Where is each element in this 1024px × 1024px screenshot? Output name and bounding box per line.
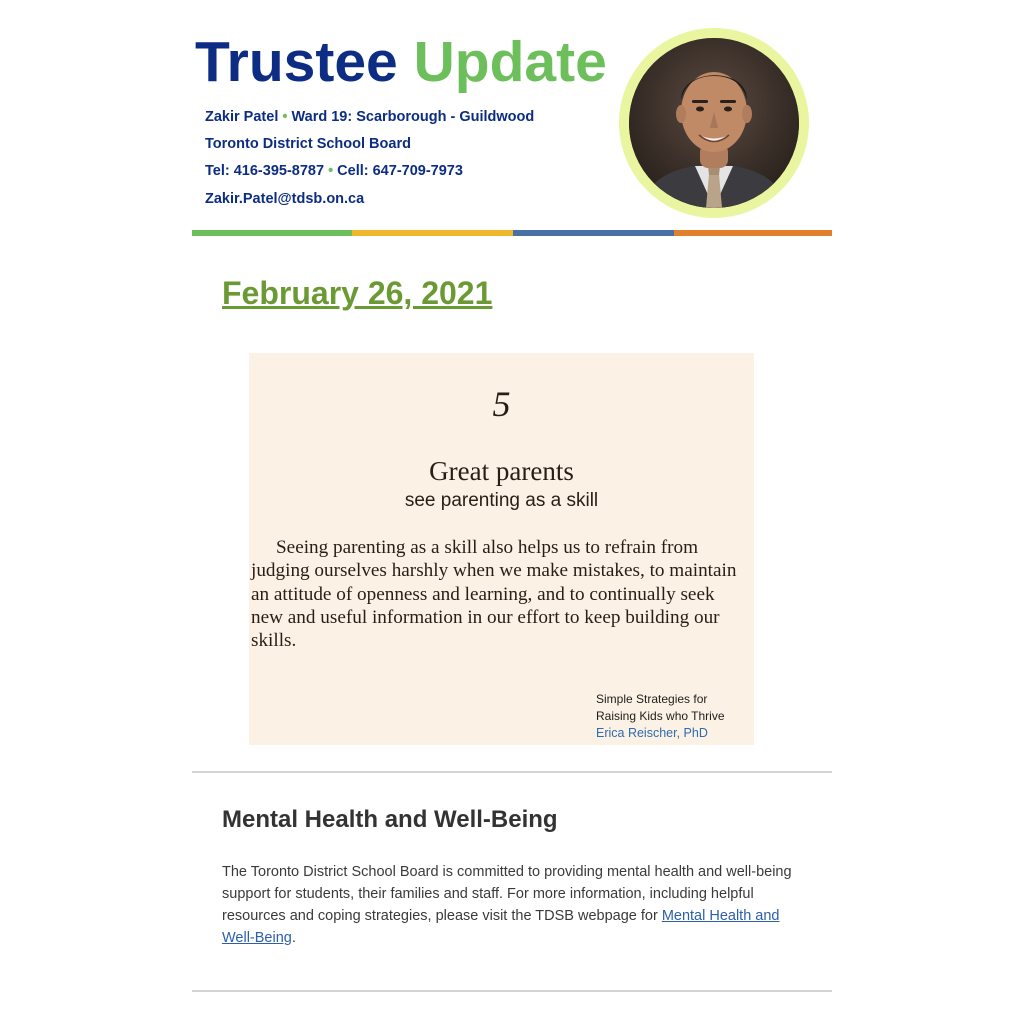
quote-number: 5 bbox=[492, 384, 511, 424]
section-divider bbox=[192, 771, 832, 773]
color-rule-blue bbox=[513, 230, 674, 236]
credit-line: Simple Strategies for bbox=[596, 692, 708, 706]
newsletter bbox=[192, 0, 832, 1024]
tel-number: Tel: 416-395-8787 bbox=[205, 163, 325, 179]
title-trustee: Trustee bbox=[195, 30, 398, 94]
trustee-portrait bbox=[629, 38, 799, 208]
credit-line: Raising Kids who Thrive bbox=[596, 709, 725, 723]
quote-line: new and useful information in our effort to keep building our bbox=[251, 606, 720, 628]
phone-line bbox=[205, 163, 463, 179]
email-address[interactable]: Zakir.Patel@tdsb.on.ca bbox=[205, 191, 365, 207]
section-text bbox=[222, 861, 807, 949]
quote-credit bbox=[596, 691, 725, 742]
quote-line: an attitude of openness and learning, and to continually seek bbox=[251, 583, 715, 605]
section-body: The Toronto District School Board is committed to providing mental health and well-being support for students, their families and staff. For more information, including helpful resources and coping strategies, please visit the TDSB webpage for bbox=[222, 864, 792, 924]
issue-date[interactable]: February 26, 2021 bbox=[222, 275, 493, 311]
quote-line: Seeing parenting as a skill also helps us to refrain from bbox=[276, 537, 699, 558]
quote-card bbox=[249, 353, 754, 745]
quote-line: skills. bbox=[251, 630, 297, 652]
portrait-illustration bbox=[629, 38, 799, 208]
section-divider bbox=[192, 990, 832, 992]
newsletter-title bbox=[195, 30, 607, 94]
title-update: Update bbox=[413, 30, 607, 94]
credit-author: Erica Reischer, PhD bbox=[596, 726, 708, 740]
section-title: Mental Health and Well-Being bbox=[222, 806, 558, 833]
ward-label: Ward 19: Scarborough - Guildwood bbox=[291, 109, 535, 125]
cell-number: Cell: 647-709-7973 bbox=[337, 163, 463, 179]
quote-body bbox=[251, 536, 756, 652]
separator-dot: • bbox=[328, 163, 334, 179]
section-end: . bbox=[291, 930, 296, 946]
mental-health-link[interactable]: Mental Health and Well-Being bbox=[222, 908, 780, 946]
trustee-name: Zakir Patel bbox=[205, 109, 279, 125]
trustee-name-ward bbox=[205, 109, 534, 125]
quote-subheading: see parenting as a skill bbox=[404, 490, 599, 511]
color-rule-yellow bbox=[352, 230, 513, 236]
quote-line: judging ourselves harshly when we make mistakes, to maintain bbox=[251, 560, 737, 582]
quote-heading: Great parents bbox=[429, 456, 574, 486]
board-name: Toronto District School Board bbox=[205, 136, 411, 152]
color-rule-green bbox=[192, 230, 352, 236]
color-rule-orange bbox=[674, 230, 832, 236]
separator-dot: • bbox=[282, 109, 288, 125]
